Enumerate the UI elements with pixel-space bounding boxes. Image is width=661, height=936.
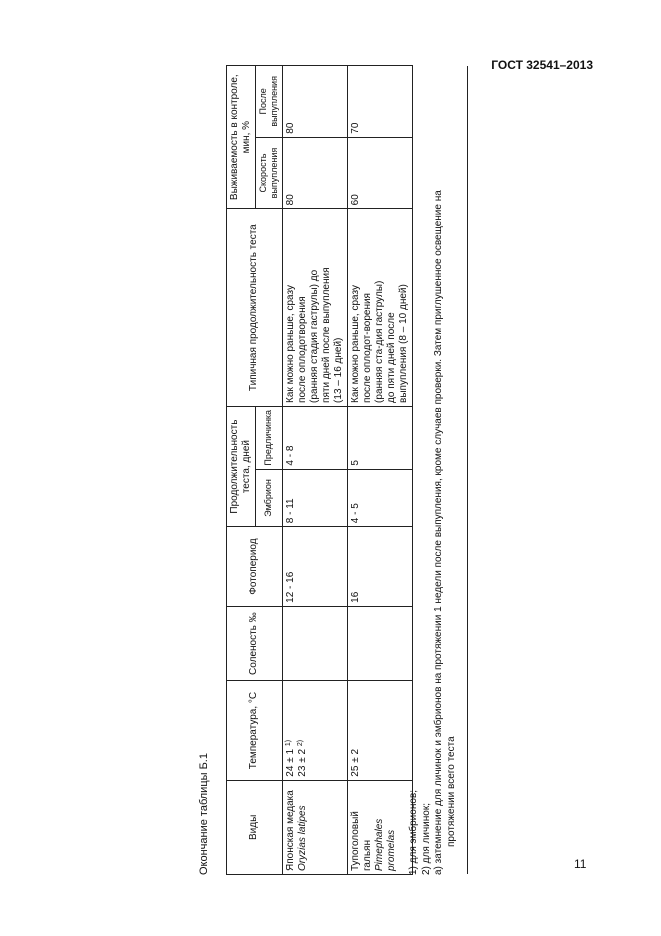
footnote-1: 1) для эмбрионов; (408, 789, 419, 875)
page-number: 11 (574, 857, 587, 871)
cell-typical-duration: Как можно раньше, сразу после оплодотворения (ранняя стадия гаструлы) до пяти дней после выпупления (13 – 16 дней) (282, 209, 347, 407)
document-header: ГОСТ 32541–2013 (491, 58, 593, 72)
th-after-fert: Скорость выпупления (256, 137, 283, 209)
cell-photoperiod: 16 (347, 527, 412, 607)
cell-species: Тупоголовый гальян Pimephales promelas (347, 780, 412, 874)
th-salinity: Соленость ‰ (227, 606, 283, 681)
cell-survival-1: 60 (347, 137, 412, 209)
table-row (347, 66, 412, 875)
cell-embryo: 4 - 5 (347, 469, 412, 527)
th-larva: Предличинка (256, 406, 283, 469)
footnotes (408, 85, 458, 875)
cell-larva: 4 - 8 (282, 406, 347, 469)
th-duration: Продолжительность теста, дней (227, 406, 256, 526)
cell-larva: 5 (347, 406, 412, 469)
table-row (282, 66, 347, 875)
data-table (226, 65, 413, 875)
cell-survival-2: 80 (282, 66, 347, 138)
rotated-table-block (198, 65, 468, 875)
footnote-2: 2) для личинок; (420, 803, 432, 875)
table-caption: Окончание таблицы Б.1 (198, 753, 210, 875)
footnote-a: а) затемнение для личинок и эмбрионов на протяжении 1 недели после выпупления, кроме случаев проверки. Затем приглушенное освещение на (433, 190, 444, 875)
th-after-hatch: После выпупления (256, 66, 283, 138)
cell-typical-duration: Как можно раньше, сразу после оплодот-ворения (ранняя ста-дия гаструлы) до пяти дней после выпупления (8 – 10 дней) (347, 209, 412, 407)
footnote-a-cont: протяжении всего теста (445, 736, 457, 847)
cell-salinity (282, 606, 347, 681)
cell-photoperiod: 12 - 16 (282, 527, 347, 607)
th-embryo: Эмбрион (256, 469, 283, 527)
th-photoperiod: Фотопериод (227, 527, 283, 607)
th-typical-duration: Типичная продолжительность теста (227, 209, 283, 407)
th-species: Виды (227, 780, 283, 874)
cell-temperature: 25 ± 2 (347, 681, 412, 780)
cell-species: Японская медака Oryzias latipes (282, 780, 347, 874)
cell-survival-2: 70 (347, 66, 412, 138)
cell-salinity (347, 606, 412, 681)
cell-temperature: 24 ± 1 $^{1)}$ 23 ± 2 $^{2)}$ (282, 681, 347, 780)
th-temperature: Температура, °С (227, 681, 283, 780)
cell-embryo: 8 - 11 (282, 469, 347, 527)
cell-survival-1: 80 (282, 137, 347, 209)
th-survival: Выживаемость в контроле, мин, % (227, 66, 256, 209)
